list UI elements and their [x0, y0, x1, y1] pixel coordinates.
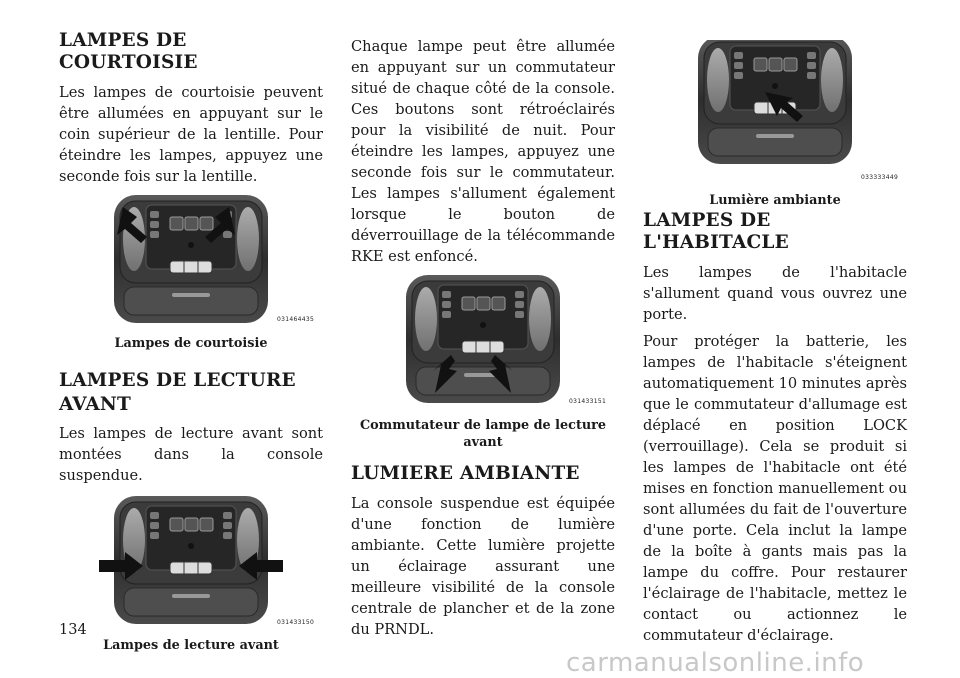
caption-lecture-commutateur: Commutateur de lampe de lecture avant: [359, 418, 607, 450]
caption-ambiante: Lumière ambiante: [709, 193, 841, 208]
figure-lecture-commutateur: [351, 275, 615, 459]
figure-id: 033333449: [861, 174, 899, 181]
heading-courtoisie: LAMPES DE COURTOISIE: [59, 30, 198, 73]
figure-id: 031464435: [277, 316, 315, 323]
text-habitacle-1: Les lampes de l'habitacle s'allument quand vous ouvrez une porte.: [643, 264, 907, 323]
caption-courtoisie: Lampes de courtoisie: [114, 336, 268, 351]
reading-switch-illustration: [351, 275, 615, 415]
figure-id: 031433151: [569, 398, 607, 405]
courtesy-lamp-illustration: [59, 195, 323, 335]
text-lecture-suite: Chaque lampe peut être allumée en appuyant sur un commutateur situé de chaque côté de la console. Ces boutons sont rétroéclairés pour la visibilité de nuit. Pour éteindre les lampes, appuyez une seconde fois sur le commutateur. Les lampes s'allument également lorsque le bouton de déverrouillage de la télécommande RKE est enfoncé.: [351, 38, 615, 265]
text-courtoisie: Les lampes de courtoisie peuvent être allumées en appuyant sur le coin supérieur de la lentille. Pour éteindre les lampes, appuyez une seconde fois sur la lentille.: [59, 84, 323, 185]
column-right: [643, 40, 907, 652]
figure-id: 031433150: [277, 619, 315, 626]
heading-habitacle: LAMPES DE L'HABITACLE: [643, 210, 789, 253]
figure-lecture: [59, 496, 323, 666]
reading-lamp-illustration: [59, 496, 323, 636]
text-ambiante: La console suspendue est équipée d'une fonction de lumière ambiante. Cette lumière projette un éclairage assurant une meilleure visibilité de la console centrale de plancher et de la zone du PRNDL.: [351, 495, 615, 638]
watermark: carmanualsonline.info: [566, 648, 865, 678]
figure-ambiante: [643, 40, 907, 208]
heading-lecture: LAMPES DE LECTURE AVANT: [59, 370, 296, 415]
column-middle: [351, 36, 615, 646]
text-habitacle-2: Pour protéger la batterie, les lampes de l'habitacle s'éteignent automatiquement 10 minutes après que le commutateur d'allumage est déplacé en position LOCK (verrouillage). Cela se produit si les lampes de l'habitacle ont été mises en fonction manuellement ou sont allumées du fait de l'ouverture d'une porte. Cela inclut la lampe de la boîte à gants mais pas la lampe du coffre. Pour restaurer l'éclairage de l'habitacle, mettez le contact ou actionnez le commutateur d'éclairage.: [643, 333, 907, 644]
heading-ambiante: LUMIERE AMBIANTE: [351, 463, 580, 484]
ambient-light-illustration: [643, 40, 907, 180]
text-lecture: Les lampes de lecture avant sont montées dans la console suspendue.: [59, 425, 323, 484]
page-number: 134: [59, 622, 87, 638]
column-left: [59, 30, 323, 666]
caption-lecture: Lampes de lecture avant: [103, 638, 279, 653]
figure-courtoisie: [59, 193, 323, 355]
